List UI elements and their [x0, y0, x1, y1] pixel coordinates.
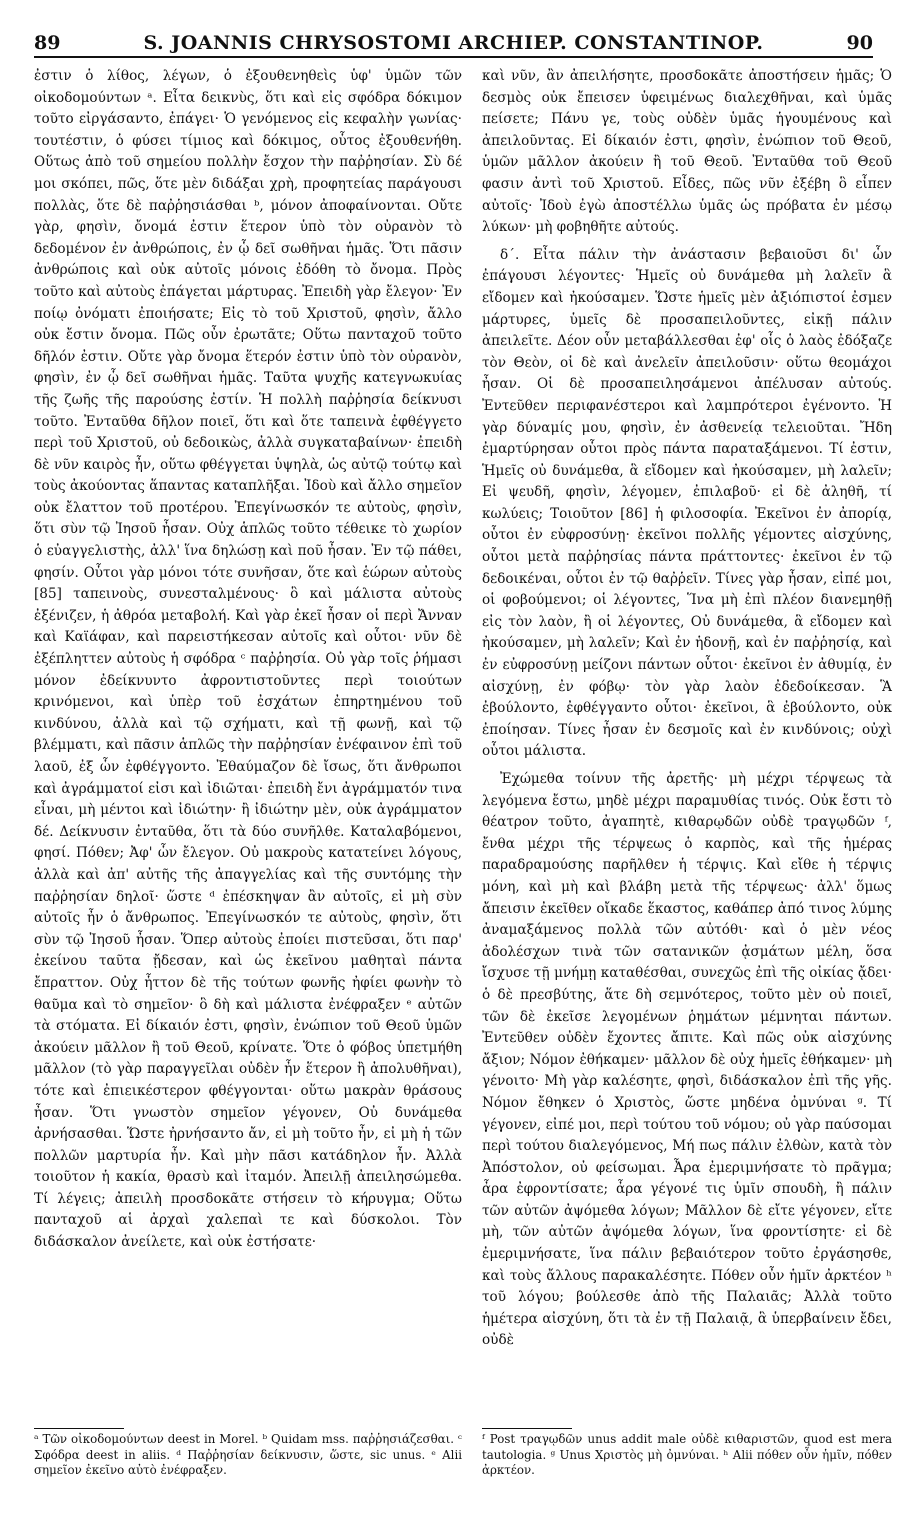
right-column	[482, 66, 892, 1352]
right-paragraph-3: Ἐχώμεθα τοίνυν τῆς ἀρετῆς· μὴ μέχρι τέρψεως τὰ λεγόμενα ἔστω, μηδὲ μέχρι παραμυθίας τινός. Οὐκ ἔστι τὸ θέατρον τοῦτο, ἀγαπητὲ, κιθαρῳδῶν οὐδὲ τραγῳδῶν ᶠ, ἔνθα μέχρι τῆς τέρψεως ὁ καρπὸς, καὶ τῆς ἡμέρας παραδραμούσης παρῆλθεν ἡ τέρψις. Καὶ εἴθε ἡ τέρψις μόνη, καὶ μὴ καὶ βλάβη μετὰ τῆς τέρψεως· ἀλλ' ὅμως ἄπεισιν ἐκεῖθεν οἴκαδε ἕκαστος, καθάπερ ἀπό τινος λύμης ἀναμαξάμενος πολλὰ τῶν αὐτόθι· καὶ ὁ μὲν νέος ἀδολέσχων τινὰ τῶν σατανικῶν ᾀσμάτων μέλη, ὅσα ἴσχυσε τῇ μνήμῃ καταθέσθαι, συνεχῶς ἐπὶ τῆς οἰκίας ᾄδει· ὁ δὲ πρεσβύτης, ἅτε δὴ σεμνότερος, τοῦτο μὲν οὐ ποιεῖ, τῶν δὲ ἐκεῖσε λεγομένων ῥημάτων μέμνηται πάντων. Ἐντεῦθεν οὐδὲν ἔχοντες ἄπιτε. Καὶ πῶς οὐκ αἰσχύνης ἄξιον; Νόμον ἐθήκαμεν· μᾶλλον δὲ οὐχ ἡμεῖς ἐθήκαμεν· μὴ γένοιτο· Μὴ γὰρ καλέσητε, φησὶ, διδάσκαλον ἐπὶ τῆς γῆς. Νόμον ἔθηκεν ὁ Χριστὸς, ὥστε μηδένα ὀμνύναι ᵍ. Τί γέγονεν, εἰπέ μοι, περὶ τούτου τοῦ νόμου; οὐ γὰρ παύσομαι περὶ τούτου διαλεγόμενος, Μή πως πάλιν ἐλθὼν, κατὰ τὸν Ἀπόστολον, οὐ φείσωμαι. Ἆρα ἐμεριμνήσατε τὸ πρᾶγμα; ἆρα ἐφροντίσατε; ἆρα γέγονέ τις ὑμῖν σπουδὴ, ἢ πάλιν τῶν αὐτῶν ἀψόμεθα λόγων; Μᾶλλον δὲ εἴτε γέγονεν, εἴτε μὴ, τῶν αὐτῶν ἀψόμεθα λόγων, ἵνα φροντίσητε· εἰ δὲ ἐμεριμνήσατε, ἵνα πάλιν βεβαιότερον τοῦτο ἐργάσησθε, καὶ τοὺς ἄλλους παρακαλέσητε. Πόθεν οὖν ἡμῖν ἀρκτέον ʰ τοῦ λόγου; βούλεσθε ἀπὸ τῆς Παλαιᾶς; Ἀλλὰ τοῦτο ἡμέτερα αἰσχύνη, ὅτι τὰ ἐν τῇ Παλαιᾷ, ἃ ὑπερβαίνειν ἔδει, οὐδὲ	[482, 771, 892, 1349]
footnotes-right: ᶠ Post τραγῳδῶν unus addit male οὐδὲ κιθαριστῶν, quod est mera tautologia. ᵍ Unus Χριστὸς μὴ ὀμνύναι. ʰ Alii πόθεν οὖν ἡμῖν, πόθεν ἀρκτέον.	[482, 1432, 892, 1477]
page-header	[34, 28, 873, 58]
footnote-rule-right	[482, 1428, 572, 1429]
footnote-rule-left	[34, 1428, 124, 1429]
page-number-left: 89	[34, 32, 61, 54]
right-paragraph-2: δ΄. Εἶτα πάλιν τὴν ἀνάστασιν βεβαιοῦσι δι' ὧν ἐπάγουσι λέγοντες· Ἡμεῖς οὐ δυνάμεθα μὴ λαλεῖν ἃ εἴδομεν καὶ ἠκούσαμεν. Ὥστε ἡμεῖς μὲν ἀξιόπιστοί ἐσμεν μάρτυρες, ὑμεῖς δὲ προσαπειλοῦντες, εἰκῇ πάλιν ἀπειλεῖτε. Δέον οὖν μεταβάλλεσθαι ἐφ' οἷς ὁ λαὸς ἐδόξαζε τὸν Θεὸν, οἱ δὲ καὶ ἀνελεῖν ἀπειλοῦσιν· οὕτω θεομάχοι ἦσαν. Οἱ δὲ προσαπειλησάμενοι ἀπέλυσαν αὐτούς. Ἐντεῦθεν περιφανέστεροι καὶ λαμπρότεροι ἐγένοντο. Ἡ γὰρ δύναμίς μου, φησὶν, ἐν ἀσθενείᾳ τελειοῦται. Ἤδη ἐμαρτύρησαν οὗτοι πρὸς πάντα παραταξάμενοι. Τί ἐστιν, Ἡμεῖς οὐ δυνάμεθα, ἃ εἴδομεν καὶ ἠκούσαμεν, μὴ λαλεῖν; Εἰ ψευδῆ, φησὶν, λέγομεν, ἐπιλαβοῦ· εἰ δὲ ἀληθῆ, τί κωλύεις; Τοιοῦτον [86] ἡ φιλοσοφία. Ἐκεῖνοι ἐν ἀπορίᾳ, οὗτοι ἐν εὐφροσύνῃ· ἐκεῖνοι πολλῆς γέμοντες αἰσχύνης, οὗτοι μετὰ παῤῥησίας πάντα πράττοντες· ἐκεῖνοι ἐν τῷ δεδοικέναι, οὗτοι ἐν τῷ θαῤῥεῖν. Τίνες γὰρ ἦσαν, εἰπέ μοι, οἱ φοβούμενοι; οἱ λέγοντες, Ἵνα μὴ ἐπὶ πλέον διανεμηθῇ εἰς τὸν λαὸν, ἢ οἱ λέγοντες, Οὐ δυνάμεθα, ἃ εἴδομεν καὶ ἠκούσαμεν, μὴ λαλεῖν; Καὶ ἐν ἡδονῇ, καὶ ἐν παῤῥησίᾳ, καὶ ἐν εὐφροσύνῃ μείζονι πάντων οὗτοι· ἐκεῖνοι ἐν ἀθυμίᾳ, ἐν αἰσχύνῃ, ἐν φόβῳ· τὸν γὰρ λαὸν ἐδεδοίκεσαν. Ἃ ἐβούλοντο, ἐφθέγγαντο οὗτοι· ἐκεῖνοι, ἃ ἐβούλοντο, οὐκ ἐποίησαν. Τίνες ἦσαν ἐν δεσμοῖς καὶ ἐν κινδύνοις; οὐχὶ οὗτοι μάλιστα.	[482, 246, 892, 760]
right-paragraph-1: καὶ νῦν, ἂν ἀπειλήσητε, προσδοκᾶτε ἀποστήσειν ἡμᾶς; Ὁ δεσμὸς οὐκ ἔπεισεν ὑφειμένως διαλεχθῆναι, καὶ ὑμᾶς πείσετε; Πάνυ γε, τοὺς οὐδὲν ὑμᾶς ἡγουμένους καὶ ἀπειλοῦντας. Εἰ δίκαιόν ἐστι, φησὶν, ἐνώπιον τοῦ Θεοῦ, ὑμῶν μᾶλλον ἀκούειν ἢ τοῦ Θεοῦ. Ἐνταῦθα τοῦ Θεοῦ φασιν ἀντὶ τοῦ Χριστοῦ. Εἶδες, πῶς νῦν ἐξέβη ὃ εἶπεν αὐτοῖς· Ἰδοὺ ἐγὼ ἀποστέλλω ὑμᾶς ὡς πρόβατα ἐν μέσῳ λύκων· μὴ φοβηθῆτε αὐτούς.	[482, 68, 892, 236]
running-title: S. JOANNIS CHRYSOSTOMI ARCHIEP. CONSTANTINOP.	[143, 32, 764, 54]
page-number-right: 90	[846, 32, 873, 54]
left-paragraph-1: ἐστιν ὁ λίθος, λέγων, ὁ ἐξουθενηθεὶς ὑφ' ὑμῶν τῶν οἰκοδομούντων ᵃ. Εἶτα δεικνὺς, ὅτι καὶ εἰς σφόδρα δόκιμον τοῦτο εἰργάσαντο, ἐπάγει· Ὁ γενόμενος εἰς κεφαλὴν γωνίας· τουτέστιν, ὁ φύσει τίμιος καὶ δόκιμος, οὗτος ἐξουθενήθη. Οὕτως ἀπὸ τοῦ σημείου πολλὴν ἔσχον τὴν παῤῥησίαν. Σὺ δέ μοι σκόπει, πῶς, ὅτε μὲν διδάξαι χρὴ, προφητείας παράγουσι πολλὰς, ὅτε δὲ παῤῥησιάσθαι ᵇ, μόνον ἀποφαίνονται. Οὔτε γὰρ, φησὶν, ὄνομά ἐστιν ἕτερον ὑπὸ τὸν οὐρανὸν τὸ δεδομένον ἐν ἀνθρώποις, ἐν ᾧ δεῖ σωθῆναι ἡμᾶς. Ὅτι πᾶσιν ἀνθρώποις καὶ οὐκ αὐτοῖς μόνοις ἐδόθη τὸ ὄνομα. Πρὸς τοῦτο καὶ αὐτοὺς ἐπάγεται μάρτυρας. Ἐπειδὴ γὰρ ἔλεγον· Ἐν ποίῳ ὀνόματι ἐποιήσατε; Εἰς τὸ τοῦ Χριστοῦ, φησὶν, ἄλλο οὐκ ἔστιν ὄνομα. Πῶς οὖν ἐρωτᾶτε; Οὕτω πανταχοῦ τοῦτο δῆλόν ἐστιν. Οὔτε γὰρ ὄνομα ἕτερόν ἐστιν ὑπὸ τὸν οὐρανὸν, φησὶν, ἐν ᾧ δεῖ σωθῆναι ἡμᾶς. Ταῦτα ψυχῆς κατεγνωκυίας τῆς ζωῆς τῆς παρούσης ἐστίν. Ἡ πολλὴ παῤῥησία δείκνυσι τοῦτο. Ἐνταῦθα δῆλον ποιεῖ, ὅτι καὶ ὅτε ταπεινὰ ἐφθέγγετο περὶ τοῦ Χριστοῦ, οὐ δεδοικὼς, ἀλλὰ συγκαταβαίνων· ἐπειδὴ δὲ νῦν καιρὸς ἦν, οὕτω φθέγγεται ὑψηλὰ, ὡς αὐτῷ τούτῳ καὶ τοὺς ἀκούοντας ἅπαντας καταπλῆξαι. Ἰδοὺ καὶ ἄλλο σημεῖον οὐκ ἔλαττον τοῦ προτέρου. Ἐπεγίνωσκόν τε αὐτοὺς, φησὶν, ὅτι σὺν τῷ Ἰησοῦ ἦσαν. Οὐχ ἁπλῶς τοῦτο τέθεικε τὸ χωρίον ὁ εὐαγγελιστὴς, ἀλλ' ἵνα δηλώσῃ καὶ ποῦ ἦσαν. Ἐν τῷ πάθει, φησίν. Οὗτοι γὰρ μόνοι τότε συνῆσαν, ὅτε καὶ ἑώρων αὐτοὺς [85] ταπεινοὺς, συνεσταλμένους· ὃ καὶ μάλιστα αὐτοὺς ἐξένιζεν, ἡ ἀθρόα μεταβολή. Καὶ γὰρ ἐκεῖ ἦσαν οἱ περὶ Ἄνναν καὶ Καϊάφαν, καὶ παρειστήκεσαν αὐτοῖς καὶ οὗτοι· νῦν δὲ ἐξέπληττεν αὐτοὺς ἡ σφόδρα ᶜ παῤῥησία. Οὐ γὰρ τοῖς ῥήμασι μόνον ἐδείκνυντο ἀφροντιστοῦντες περὶ τοιούτων κρινόμενοι, καὶ ὑπὲρ τοῦ ἐσχάτων ἐπηρτημένου τοῦ κινδύνου, ἀλλὰ καὶ τῷ σχήματι, καὶ τῇ φωνῇ, καὶ τῷ βλέμματι, καὶ πᾶσιν ἁπλῶς τὴν παῤῥησίαν ἐνέφαινον ἐπὶ τοῦ λαοῦ, ἐξ ὧν ἐφθέγγοντο. Ἐθαύμαζον δὲ ἴσως, ὅτι ἄνθρωποι καὶ ἀγράμματοί εἰσι καὶ ἰδιῶται· ἐπειδὴ ἔνι ἀγράμματόν τινα εἶναι, μὴ μέντοι καὶ ἰδιώτην· ἢ ἰδιώτην μὲν, οὐκ ἀγράμματον δέ. Δείκνυσιν ἐνταῦθα, ὅτι τὰ δύο συνῆλθε. Καταλαβόμενοι, φησί. Πόθεν; Ἀφ' ὧν ἔλεγον. Οὐ μακροὺς κατατείνει λόγους, ἀλλὰ καὶ ἀπ' αὐτῆς τῆς ἀπαγγελίας καὶ τῆς συντόμης τὴν παῤῥησίαν δηλοῖ· ὥστε ᵈ ἐπέσκηψαν ἂν αὐτοῖς, εἰ μὴ σὺν αὐτοῖς ἦν ὁ ἄνθρωπος. Ἐπεγίνωσκόν τε αὐτοὺς, φησὶν, ὅτι σὺν τῷ Ἰησοῦ ἦσαν. Ὅπερ αὐτοὺς ἐποίει πιστεῦσαι, ὅτι παρ' ἐκείνου ταῦτα ᾔδεσαν, καὶ ὡς ἐκεῖνου μαθηταὶ πάντα ἔπραττον. Οὐχ ἧττον δὲ τῆς τούτων φωνῆς ἠφίει φωνὴν τὸ θαῦμα καὶ τὸ σημεῖον· ὃ δὴ καὶ μάλιστα ἐνέφραξεν ᵉ αὐτῶν τὰ στόματα. Εἰ δίκαιόν ἐστι, φησὶν, ἐνώπιον τοῦ Θεοῦ ὑμῶν ἀκούειν μᾶλλον ἢ τοῦ Θεοῦ, κρίνατε. Ὅτε ὁ φόβος ὑπετμήθη μᾶλλον (τὸ γὰρ παραγγεῖλαι οὐδὲν ἦν ἕτερον ἢ ἀπολυθῆναι), τότε καὶ ἐπιεικέστερον φθέγγονται· οὕτω μακρὰν θράσους ἦσαν. Ὅτι γνωστὸν σημεῖον γέγονεν, Οὐ δυνάμεθα ἀρνήσασθαι. Ὥστε ἠρνήσαντο ἄν, εἰ μὴ τοῦτο ἦν, εἰ μὴ ἡ τῶν πολλῶν μαρτυρία ἦν. Καὶ μὴν πᾶσι κατάδηλον ἦν. Ἀλλὰ τοιοῦτον ἡ κακία, θρασὺ καὶ ἰταμόν. Ἀπειλῇ ἀπειλησώμεθα. Τί λέγεις; ἀπειλὴ προσδοκᾶτε στήσειν τὸ κήρυγμα; Οὕτω πανταχοῦ αἱ ἀρχαὶ χαλεπαὶ τε καὶ δύσκολοι. Τὸν διδάσκαλον ἀνείλετε, καὶ οὐκ ἐστήσατε·	[34, 68, 462, 1251]
left-column	[34, 66, 462, 1254]
footnotes-left: ᵃ Τῶν οἰκοδομούντων deest in Morel. ᵇ Quidam mss. παῤῥησιάζεσθαι. ᶜ Σφόδρα deest in aliis. ᵈ Παῤῥησίαν δείκνυσιν, ὥστε, sic unus. ᵉ Alii σημεῖον ἐκεῖνο αὐτὸ ἐνέφραξεν.	[34, 1432, 462, 1477]
